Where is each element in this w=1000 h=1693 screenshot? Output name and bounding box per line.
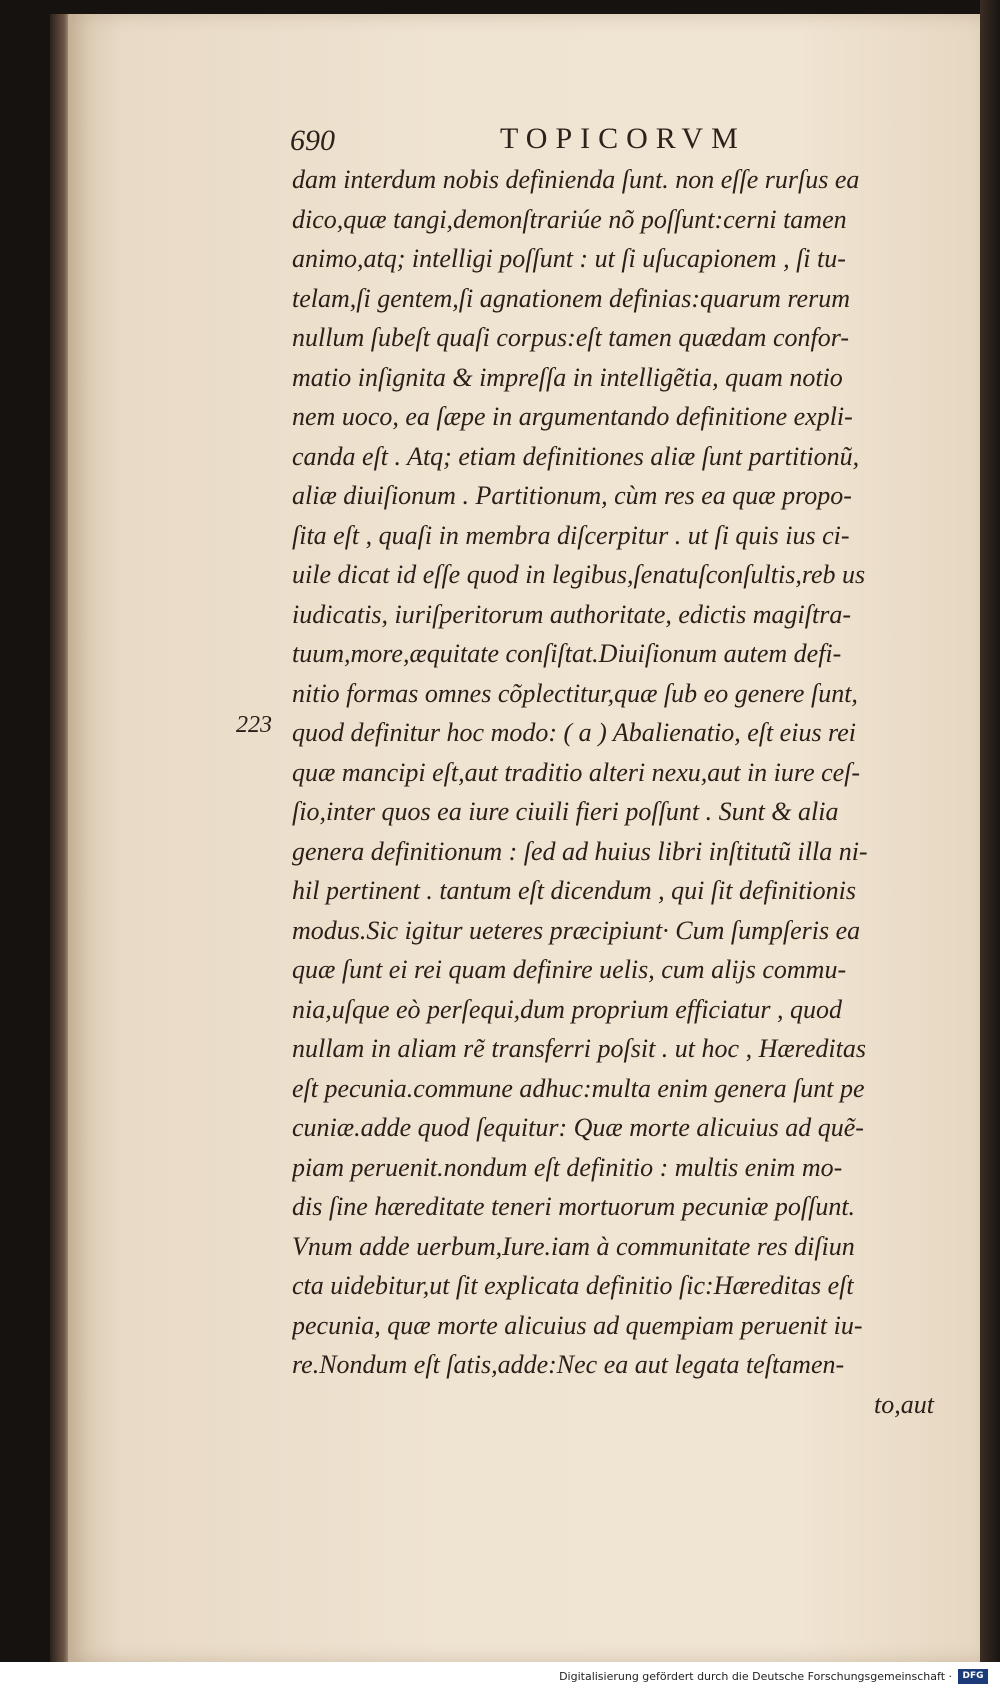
- page-number: 690: [290, 124, 335, 157]
- text-line: animo,atq; intelligi poſſunt : ut ſi uſucapionem , ſi tu-: [292, 244, 846, 273]
- text-line: nullum ſubeſt quaſi corpus:eſt tamen quædam confor-: [292, 323, 849, 352]
- text-line: dico,quæ tangi,demonſtrariúe nõ poſſunt:cerni tamen: [292, 204, 847, 234]
- text-line: ſio,inter quos ea iure ciuili fieri poſſunt . Sunt & alia: [292, 797, 839, 826]
- text-line: cta uidebitur,ut ſit explicata definitio ſic:Hæreditas eſt: [292, 1271, 854, 1300]
- text-line: eſt pecunia.commune adhuc:multa enim genera ſunt pe: [292, 1073, 865, 1103]
- next-page-edge: [980, 0, 1000, 1662]
- text-line: telam,ſi gentem,ſi agnationem definias:quarum rerum: [292, 283, 850, 313]
- text-line: quæ mancipi eſt,aut traditio alteri nexu,aut in iure ceſ-: [292, 757, 861, 787]
- text-line: nia,uſque eò perſequi,dum proprium efficiatur , quod: [292, 994, 843, 1024]
- text-line: quod definitur hoc modo: ( a ) Abalienatio, eſt eius rei: [292, 718, 856, 747]
- body-text: [292, 160, 942, 1424]
- text-line: nitio formas omnes cõplectitur,quæ ſub eo genere ſunt,: [292, 678, 858, 708]
- text-line: piam peruenit.nondum eſt definitio : multis enim mo-: [292, 1152, 843, 1182]
- text-line: iudicatis, iuriſperitorum authoritate, edictis magiſtra-: [292, 599, 851, 629]
- text-line: nem uoco, ea ſæpe in argumentando definitione expli-: [292, 402, 853, 431]
- margin-note: 223: [236, 712, 272, 738]
- text-line: pecunia, quæ morte alicuius ad quempiam peruenit iu-: [292, 1310, 863, 1340]
- text-line: aliæ diuiſionum . Partitionum, cùm res ea quæ propo-: [292, 481, 852, 510]
- text-line: Vnum adde uerbum,Iure.iam à communitate res diſiun: [292, 1231, 855, 1261]
- text-line: modus.Sic igitur ueteres præcipiunt· Cum ſumpſeris ea: [292, 915, 861, 945]
- page-header: [290, 118, 810, 162]
- running-title: TOPICORVM: [500, 122, 746, 155]
- text-line: cuniæ.adde quod ſequitur: Quæ morte alicuius ad quẽ-: [292, 1113, 864, 1142]
- text-line: hil pertinent . tantum eſt dicendum , qui ſit definitionis: [292, 876, 857, 905]
- text-line: matio inſignita & impreſſa in intelligẽtia, quam notio: [292, 362, 843, 392]
- text-line: dam interdum nobis definienda ſunt. non eſſe rurſus ea: [292, 165, 860, 194]
- text-line: ſita eſt , quaſi in membra diſcerpitur . ut ſi quis ius ci-: [292, 520, 850, 550]
- page-gutter: [50, 14, 70, 1662]
- catchword: to,aut: [874, 1389, 934, 1419]
- text-line: uile dicat id eſſe quod in legibus,ſenatuſconſultis,reb us: [292, 560, 866, 589]
- dfg-logo: DFG: [958, 1669, 988, 1684]
- text-line: tuum,more,æquitate conſiſtat.Diuiſionum autem defi-: [292, 639, 842, 668]
- text-line: quæ ſunt ei rei quam definire uelis, cum alijs commu-: [292, 955, 847, 984]
- footer-credit: Digitalisierung gefördert durch die Deutsche Forschungsgemeinschaft ·: [559, 1670, 952, 1683]
- text-line: dis ſine hæreditate teneri mortuorum pecuniæ poſſunt.: [292, 1192, 856, 1221]
- text-line: canda eſt . Atq; etiam definitiones aliæ ſunt partitionũ,: [292, 441, 860, 471]
- text-line: nullam in aliam rẽ transferri poſsit . ut hoc , Hæreditas: [292, 1034, 866, 1063]
- text-line: re.Nondum eſt ſatis,adde:Nec ea aut legata teſtamen-: [292, 1350, 845, 1379]
- footer: [0, 1662, 1000, 1693]
- text-line: genera definitionum : ſed ad huius libri inſtitutũ illa ni-: [292, 836, 868, 866]
